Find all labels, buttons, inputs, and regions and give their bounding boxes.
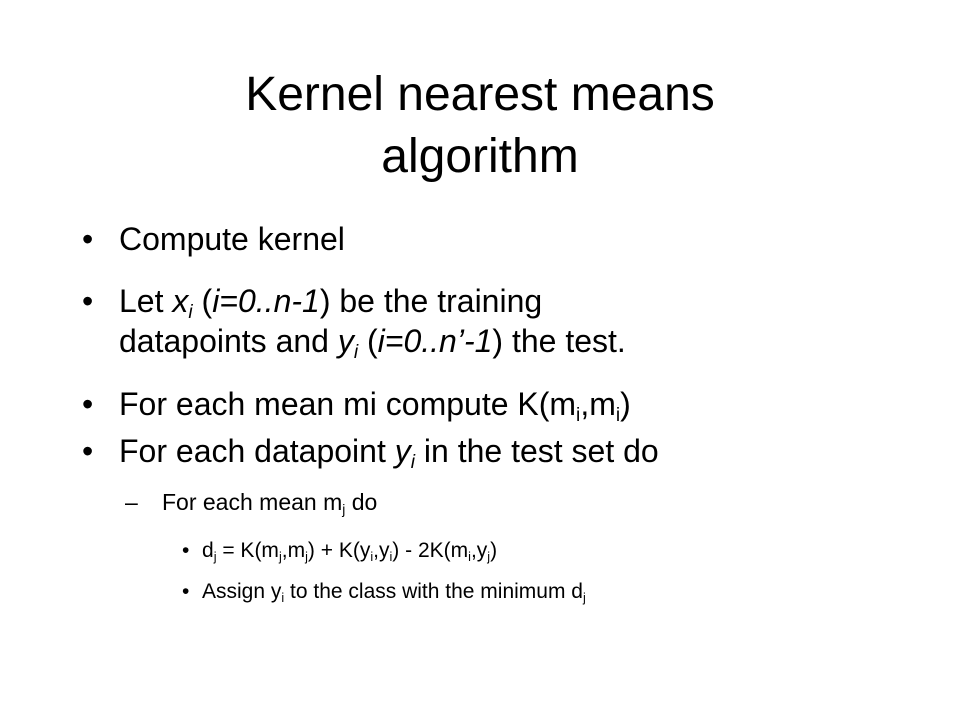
bullet-text: For each datapoint $y_i$ in the test set do (119, 433, 659, 473)
bullet-marker: • (82, 221, 94, 257)
bullet-marker: • (82, 386, 94, 422)
bullet-text-line-1: Let $x_i$ (i=0..n-1) be the training (119, 283, 543, 323)
bullet-text: For each mean mi compute $K(m_i,m_i)$ (119, 386, 631, 426)
formula-text: $d_j = K(m_j,m_j) + K(y_i,y_i) - 2K(m_i,y_j)$ (202, 539, 498, 564)
title-line-2: algorithm (381, 130, 579, 183)
bullet-text-line-2: datapoints and $y_i$ (i=0..n’-1) the test. (119, 323, 626, 363)
bullet-marker: • (182, 580, 190, 603)
bullet-marker: • (82, 283, 94, 319)
slide-title (120, 64, 840, 188)
bullet-text: Compute kernel (119, 221, 345, 257)
title-line-1: Kernel nearest means (245, 68, 715, 121)
bullet-marker: • (82, 433, 94, 469)
bullet-marker: • (182, 539, 190, 562)
sub-bullet-text: For each mean $m_j$ do (162, 489, 378, 518)
assign-text: Assign $y_i$ to the class with the minimum $d_j$ (202, 580, 586, 605)
dash-marker: – (125, 489, 138, 515)
